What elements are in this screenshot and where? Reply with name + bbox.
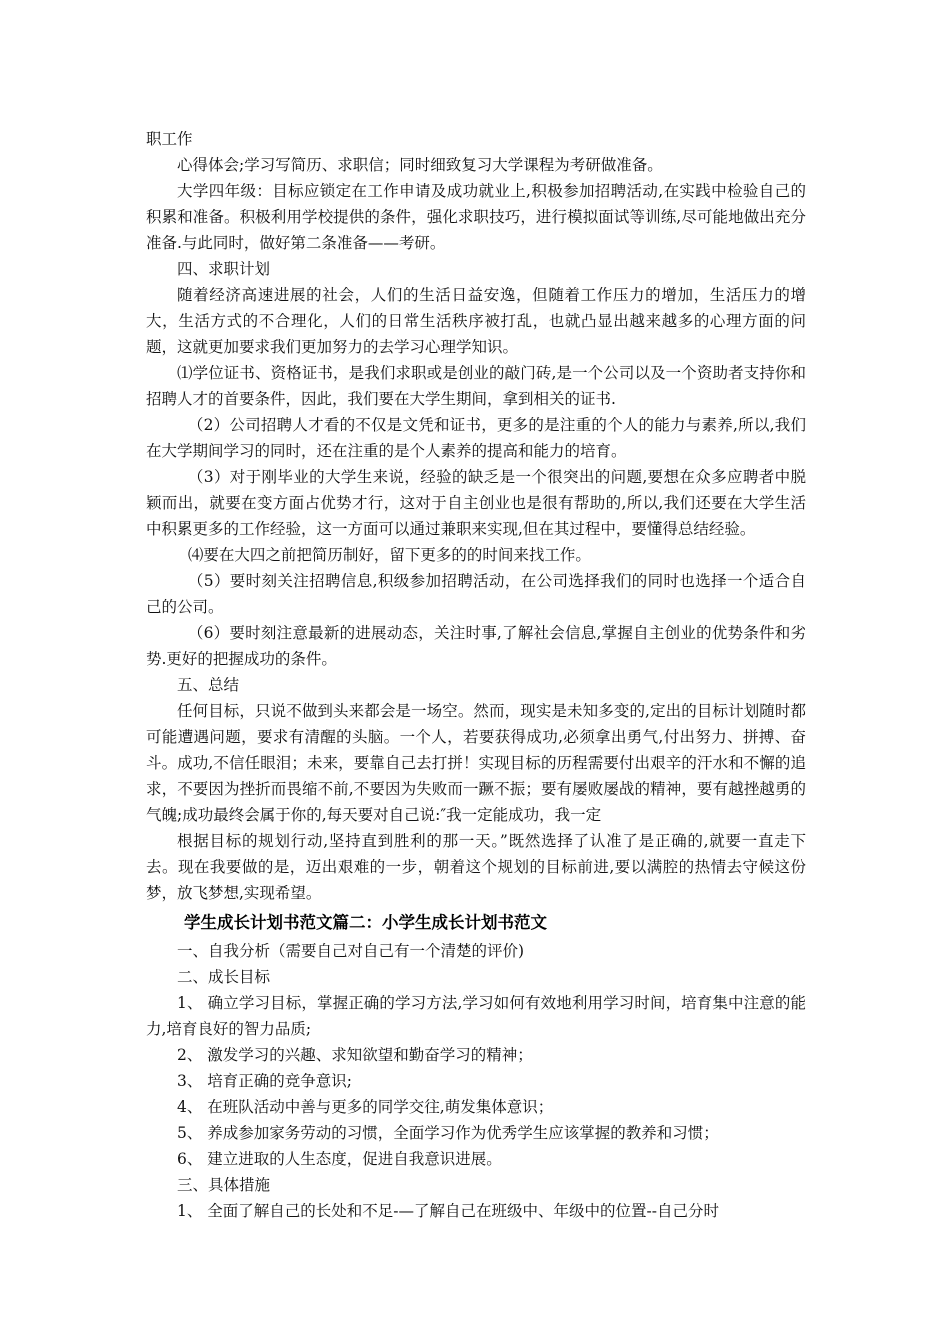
list-item: 2、 激发学习的兴趣、求知欲望和勤奋学习的精神；	[177, 1046, 533, 1064]
section-heading: 五、总结	[177, 676, 240, 694]
list-item: 6、 建立进取的人生态度，促进自我意识进展。	[177, 1150, 502, 1168]
list-item: 1、 全面了解自己的长处和不足-—了解自己在班级中、年级中的位置--自己分时	[177, 1202, 720, 1220]
list-item: 4、 在班队活动中善与更多的同学交往,萌发集体意识；	[177, 1098, 554, 1116]
list-item: （5）要时刻关注招聘信息,积级参加招聘活动，在公司选择我们的同时也选择一个适合自己的公司。	[146, 572, 806, 616]
article-title: 学生成长计划书范文篇二：小学生成长计划书范文	[183, 913, 547, 932]
section-heading: 一、自我分析（需要自己对自己有一个清楚的评价)	[177, 942, 525, 960]
section-heading: 三、具体措施	[177, 1176, 271, 1194]
document-body	[146, 126, 806, 1224]
list-item: （2）公司招聘人才看的不仅是文凭和证书，更多的是注重的个人的能力与素养,所以,我们在大学期间学习的同时，还在注重的是个人素养的提高和能力的培育。	[146, 416, 806, 460]
list-item: 3、 培育正确的竞争意识;	[177, 1072, 353, 1090]
list-item: ⑴学位证书、资格证书，是我们求职或是创业的敲门砖,是一个公司以及一个资助者支持你和招聘人才的首要条件，因此，我们要在大学生期间，拿到相关的证书.	[146, 364, 806, 408]
paragraph: 随着经济高速进展的社会，人们的生活日益安逸，但随着工作压力的增加，生活压力的增大，生活方式的不合理化，人们的日常生活秩序被打乱，也就凸显出越来越多的心理方面的问题，这就更加要求我们更加努力的去学习心理学知识。	[146, 286, 806, 356]
paragraph: 职工作	[146, 130, 193, 148]
section-heading: 四、求职计划	[177, 260, 271, 278]
list-item: （3）对于刚毕业的大学生来说，经验的缺乏是一个很突出的问题,要想在众多应聘者中脱颖而出，就要在变方面占优势才行，这对于自主创业也是很有帮助的,所以,我们还要在大学生活中积累更多的工作经验，这一方面可以通过兼职来实现,但在其过程中，要懂得总结经验。	[146, 468, 806, 538]
list-item: ⑷要在大四之前把简历制好，留下更多的的时间来找工作。	[187, 546, 591, 564]
paragraph: 根据目标的规划行动,坚持直到胜利的那一天。”既然选择了认准了是正确的,就要一直走下去。现在我要做的是，迈出艰难的一步，朝着这个规划的目标前进,要以满腔的热情去守候这份梦，放飞梦想,实现希望。	[146, 832, 806, 902]
list-item: （6）要时刻注意最新的进展动态，关注时事,了解社会信息,掌握自主创业的优势条件和劣势.更好的把握成功的条件。	[146, 624, 806, 668]
list-item: 1、 确立学习目标，掌握正确的学习方法,学习如何有效地利用学习时间，培育集中注意的能力,培育良好的智力品质;	[146, 994, 806, 1038]
paragraph: 任何目标，只说不做到头来都会是一场空。然而，现实是未知多变的,定出的目标计划随时都可能遭遇问题，要求有清醒的头脑。一个人，若要获得成功,必须拿出勇气,付出努力、拼搏、奋斗。成功,不信任眼泪；未来，要靠自己去打拼！实现目标的历程需要付出艰辛的汗水和不懈的追求，不要因为挫折而畏缩不前,不要因为失败而一蹶不振；要有屡败屡战的精神，要有越挫越勇的气魄;成功最终会属于你的,每天要对自己说:″我一定能成功，我一定	[146, 702, 806, 824]
paragraph: 心得体会;学习写简历、求职信；同时细致复习大学课程为考研做准备。	[177, 156, 663, 174]
paragraph: 大学四年级：目标应锁定在工作申请及成功就业上,积极参加招聘活动,在实践中检验自己的积累和准备。积极利用学校提供的条件，强化求职技巧，进行模拟面试等训练,尽可能地做出充分准备.与此同时，做好第二条准备——考研。	[146, 182, 806, 252]
list-item: 5、 养成参加家务劳动的习惯，全面学习作为优秀学生应该掌握的教养和习惯；	[177, 1124, 719, 1142]
section-heading: 二、成长目标	[177, 968, 271, 986]
